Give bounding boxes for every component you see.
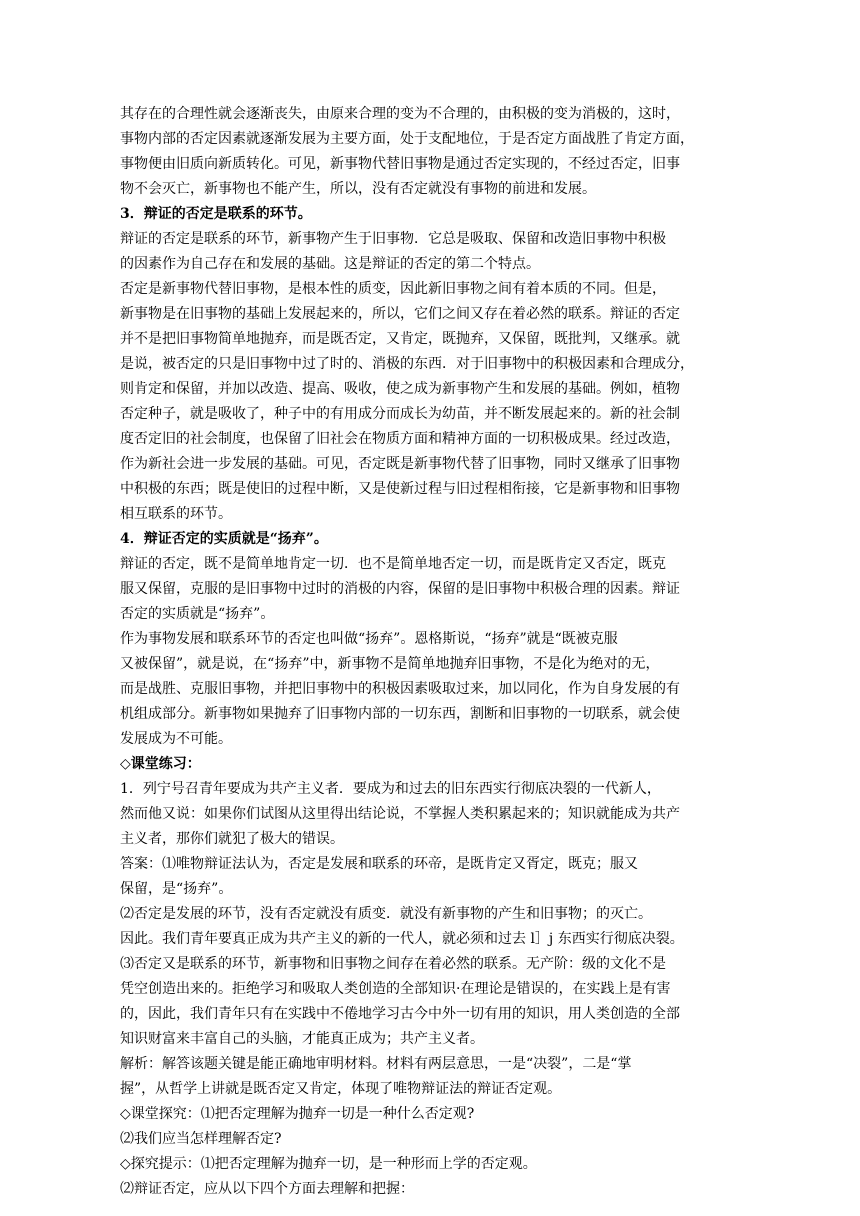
text-line: 1．列宁号召青年要成为共产主义者．要成为和过去的旧东西实行彻底决裂的一代新人， (120, 781, 661, 797)
section-heading: 3．辩证的否定是联系的环节。 (120, 206, 312, 222)
text-line: 物不会灭亡，新事物也不能产生，所以，没有否定就没有事物的前进和发展。 (120, 181, 596, 197)
text-line: 解析：解答该题关键是能正确地审明材料。材料有两层意思，一是“决裂”，二是“掌 (120, 1056, 632, 1072)
text-line: 主义者，那你们就犯了极大的错误。 (120, 831, 344, 847)
text-line: 度否定旧的社会制度，也保留了旧社会在物质方面和精神方面的一切积极成果。经过改造， (120, 431, 680, 447)
text-line: 并不是把旧事物简单地抛弃，而是既否定，又肯定，既抛弃，又保留，既批判，又继承。就 (120, 331, 680, 347)
text-line: 服又保留，克服的是旧事物中过时的消极的内容，保留的是旧事物中积极合理的因素。辩证 (120, 581, 680, 597)
text-line: 的，因此，我们青年只有在实践中不倦地学习古今中外一切有用的知识，用人类创造的全部 (120, 1006, 680, 1022)
text-line: ⑵否定是发展的环节，没有否定就没有质变．就没有新事物的产生和旧事物；的灭亡。 (120, 906, 652, 922)
text-line: 否定种子，就是吸收了，种子中的有用成分而成长为幼苗，并不断发展起来的。新的社会制 (120, 406, 680, 422)
text-line: ⑵我们应当怎样理解否定? (120, 1131, 282, 1147)
text-line: 握”，从哲学上讲就是既否定又肯定，体现了唯物辩证法的辩证否定观。 (120, 1081, 562, 1097)
text-line: 否定是新事物代替旧事物，是根本性的质变，因此新旧事物之间有着本质的不同。但是， (120, 281, 666, 297)
section-heading: ◇课堂练习： (120, 756, 201, 772)
text-line: 因此。我们青年要真正成为共产主义的新的一代人，就必须和过去 l］j 东西实行彻底决裂。 (120, 931, 684, 947)
text-line: 中积极的东西；既是使旧的过程中断，又是使新过程与旧过程相衔接，它是新事物和旧事物 (120, 481, 680, 497)
text-line: 作为新社会进一步发展的基础。可见，否定既是新事物代替了旧事物，同时又继承了旧事物 (120, 456, 680, 472)
text-line: 然而他又说：如果你们试图从这里得出结论说，不掌握人类积累起来的；知识就能成为共产 (120, 806, 680, 822)
text-line: 是说，被否定的只是旧事物中过了时的、消极的东西．对于旧事物中的积极因素和合理成分， (120, 356, 694, 372)
text-line: 新事物是在旧事物的基础上发展起来的，所以，它们之间又存在着必然的联系。辩证的否定 (120, 306, 680, 322)
text-line: 相互联系的环节。 (120, 506, 232, 522)
text-line: ⑶否定又是联系的环节，新事物和旧事物之间存在着必然的联系。无产阶：级的文化不是 (120, 956, 666, 972)
section-heading: 4．辩证否定的实质就是“扬弃”。 (120, 531, 328, 547)
text-line: ⑵辩证否定，应从以下四个方面去理解和把握： (120, 1181, 414, 1197)
text-line: 知识财富来丰富自己的头脑，才能真正成为；共产主义者。 (120, 1031, 484, 1047)
text-line: 发展成为不可能。 (120, 731, 232, 747)
text-line: 保留，是“扬弃”。 (120, 881, 233, 897)
text-line: 则肯定和保留，并加以改造、提高、吸收，使之成为新事物产生和发展的基础。例如，植物 (120, 381, 680, 397)
text-line: 否定的实质就是“扬弃”。 (120, 606, 275, 622)
text-line: 其存在的合理性就会逐渐丧失，由原来合理的变为不合理的，由积极的变为消极的，这时， (120, 106, 680, 122)
text-line: 的因素作为自己存在和发展的基础。这是辩证的否定的第二个特点。 (120, 256, 540, 272)
text-line: 作为事物发展和联系环节的否定也叫做“扬弃”。恩格斯说，“扬弃”就是“既被克服 (120, 631, 618, 647)
text-line: 事物内部的否定因素就逐渐发展为主要方面，处于支配地位，于是否定方面战胜了肯定方面， (120, 131, 694, 147)
text-line: 机组成部分。新事物如果抛弃了旧事物内部的一切东西，割断和旧事物的一切联系，就会使 (120, 706, 680, 722)
text-line: 又被保留”，就是说，在“扬弃”中，新事物不是简单地抛弃旧事物，不是化为绝对的无， (120, 656, 660, 672)
text-line: 答案：⑴唯物辩证法认为，否定是发展和联系的环帝，是既肯定又胥定，既克；服又 (120, 856, 638, 872)
text-line: 辩证的否定，既不是简单地肯定一切．也不是简单地否定一切，而是既肯定又否定，既克 (120, 556, 666, 572)
text-line: 辩证的否定是联系的环节，新事物产生于旧事物．它总是吸取、保留和改造旧事物中积极 (120, 231, 666, 247)
text-line: ◇探究提示：⑴把否定理解为抛弃一切，是一种形而上学的否定观。 (120, 1156, 537, 1172)
text-line: ◇课堂探究：⑴把否定理解为抛弃一切是一种什么否定观? (120, 1106, 475, 1122)
text-line: 凭空创造出来的。拒绝学习和吸取人类创造的全部知识·在理论是错误的，在实践上是有害 (120, 981, 671, 997)
text-line: 事物便由旧质向新质转化。可见，新事物代替旧事物是通过否定实现的，不经过否定，旧事 (120, 156, 680, 172)
text-line: 而是战胜、克服旧事物，并把旧事物中的积极因素吸取过来，加以同化，作为自身发展的有 (120, 681, 680, 697)
